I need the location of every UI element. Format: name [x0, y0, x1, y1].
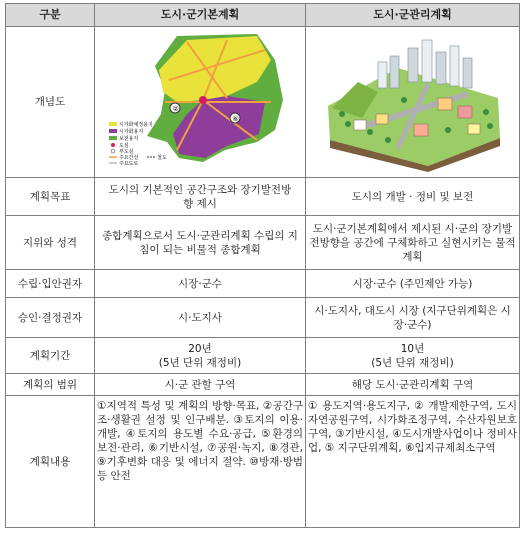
comparison-table: [5, 3, 520, 528]
row-author: [6, 270, 520, 298]
row-concept: [6, 27, 520, 178]
svg-text:②: ②: [172, 105, 179, 113]
row-approver: [6, 298, 520, 338]
svg-text:시가화용지: 시가화용지: [119, 129, 144, 135]
svg-text:주요도로: 주요도로: [119, 161, 139, 167]
cell-management-scope: 해당 도시·군관리계획 구역: [306, 374, 520, 396]
row-label-period: 계획기간: [6, 338, 95, 374]
row-goal: [6, 178, 520, 216]
header-basic-plan: 도시·군기본계획: [95, 4, 306, 27]
svg-text:⑥: ⑥: [232, 115, 239, 123]
city-structure-map-icon: [107, 30, 293, 170]
cell-management-author: 시장·군수 (주민제안 가능): [306, 270, 520, 298]
cell-management-content: ① 용도지역·용도지구, ② 개발제한구역, 도시자연공원구역, 시가화조정구역, 수산자원보호구역, ③기반시설, ④도시개발사업이나 정비사업, ⑤ 지구단위계획, ⑥입지규제최소구역: [306, 396, 520, 528]
cell-management-status: 도시·군기본계획에서 제시된 시·군의 장기발전방향을 공간에 구체화하고 실현시키는 물적 계획: [306, 216, 520, 270]
row-label-approver: 승인·결정권자: [6, 298, 95, 338]
row-label-author: 수립·입안권자: [6, 270, 95, 298]
svg-text:부도심: 부도심: [119, 149, 134, 155]
svg-text:시가화예정용지: 시가화예정용지: [119, 122, 153, 128]
row-label-scope: 계획의 범위: [6, 374, 95, 396]
cell-management-period: [306, 338, 520, 374]
svg-text:주요간선: 주요간선: [119, 155, 139, 161]
row-label-content: 계획내용: [6, 396, 95, 528]
svg-text:보전용지: 보전용지: [119, 136, 139, 142]
cell-management-goal: 도시의 개발 · 정비 및 보전: [306, 178, 520, 216]
row-label-concept: 개념도: [6, 27, 95, 178]
row-period: [6, 338, 520, 374]
basic-period-review: (5년 단위 재정비): [158, 356, 242, 369]
header-management-plan: 도시·군관리계획: [306, 4, 520, 27]
cell-basic-period: [95, 338, 306, 374]
svg-text:철도: 철도: [157, 155, 167, 161]
row-status: [6, 216, 520, 270]
row-label-status: 지위와 성격: [6, 216, 95, 270]
cell-basic-goal: 도시의 기본적인 공간구조와 장기발전방향 제시: [95, 178, 306, 216]
cell-basic-approver: 시·도지사: [95, 298, 306, 338]
management-period-years: 10년: [400, 342, 425, 355]
cell-basic-content: ①지역적 특성 및 계획의 방향·목표, ②공간구조·생활권 설정 및 인구배분. ③토지의 이용·개발, ④토지의 용도별 수요·공급, ⑤환경의 보전·관리, ⑥기반시설, ⑦공원·녹지, ⑧경관, ⑨기후변화 대응 및 에너지 절약. ⑩방재·방범 등 안전: [95, 396, 306, 528]
basic-period-years: 20년: [188, 342, 212, 355]
cell-basic-status: 종합계획으로서 도시·군관리계획 수립의 지침이 되는 비물적 종합계획: [95, 216, 306, 270]
cell-management-approver: 시·도지사, 대도시 시장 (지구단위계획은 시장·군수): [306, 298, 520, 338]
concept-map-basic: [95, 27, 306, 178]
row-label-goal: 계획목표: [6, 178, 95, 216]
management-period-review: (5년 단위 재정비): [371, 356, 454, 369]
header-category: 구분: [6, 4, 95, 27]
svg-text:도심: 도심: [119, 143, 129, 149]
isometric-city-illustration-icon: [318, 28, 508, 172]
cell-basic-scope: 시·군 관할 구역: [95, 374, 306, 396]
row-scope: [6, 374, 520, 396]
cell-basic-author: 시장·군수: [95, 270, 306, 298]
header-row: [6, 4, 520, 27]
row-content: [6, 396, 520, 528]
concept-map-management: [306, 27, 520, 178]
